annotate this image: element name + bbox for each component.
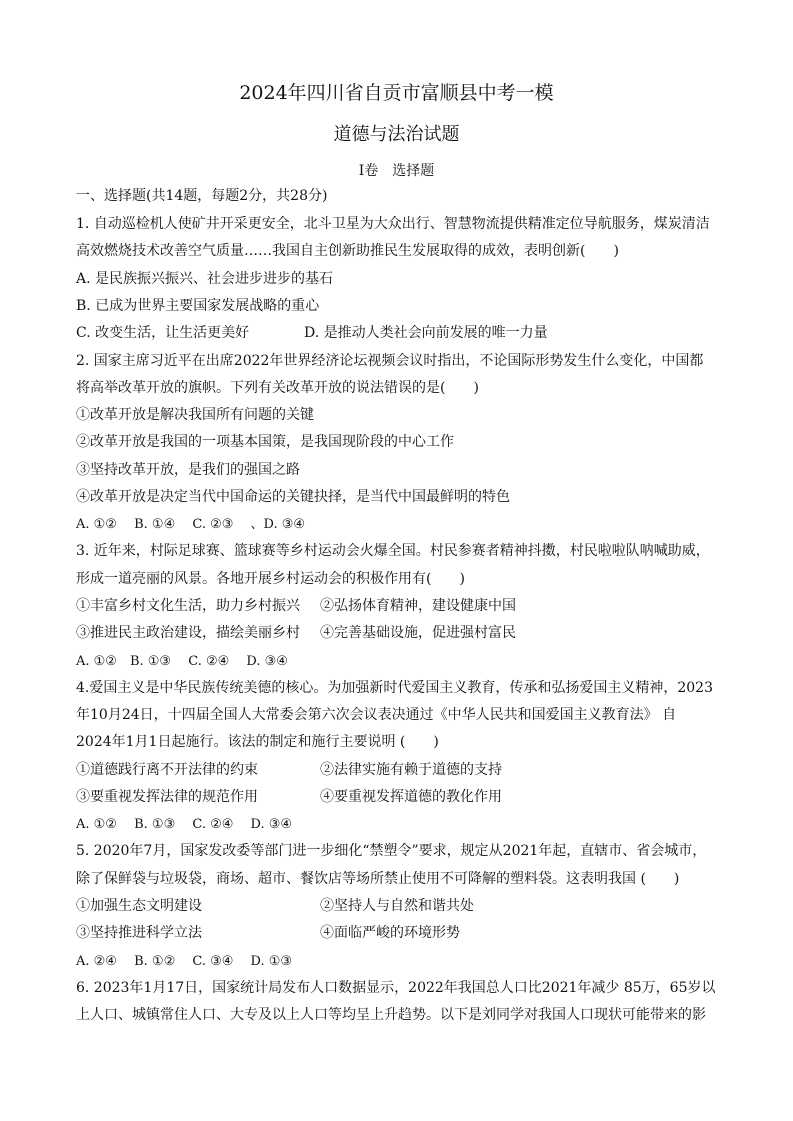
q2-statement-4: ④改革开放是决定当代中国命运的关键抉择，是当代中国最鲜明的特色 [76,489,510,505]
q1-option-d: D. 是推动人类社会向前发展的唯一力量 [304,325,548,341]
q3-statement-4: ④完善基础设施，促进强村富民 [320,625,516,641]
q5-statement-1: ①加强生态文明建设 [76,898,202,914]
q1-option-c: C. 改变生活，让生活更美好 [76,325,250,341]
q4-stem-line3: 2024年1月1日起施行。该法的制定和施行主要说明 ( ) [76,734,439,750]
q4-statement-2: ②法律实施有赖于道德的支持 [320,762,502,778]
q2-stem-line2: 将高举改革开放的旗帜。下列有关改革开放的说法错误的是( ) [76,380,479,396]
q3-stem-line1: 3. 近年来，村际足球赛、篮球赛等乡村运动会火爆全国。村民参赛者精神抖擞，村民啦啦队呐喊助威， [76,543,710,559]
exam-title: 2024年四川省自贡市富顺县中考一模 [239,82,554,104]
q4-stem-line2: 年10月24日，十四届全国人大常委会第六次会议表决通过《中华人民共和国爱国主义教育法》 自 [76,707,677,723]
volume-label: Ⅰ卷 选择题 [358,163,435,179]
subject-title: 道德与法治试题 [333,124,460,145]
q5-statement-3: ③坚持推进科学立法 [76,925,202,941]
q6-stem-line2: 上人口、城镇常住人口、大专及以上人口等均呈上升趋势。以下是刘同学对我国人口现状可能带来的影 [76,1007,706,1023]
q1-stem-line2: 高效燃烧技术改善空气质量……我国自主创新助推民生发展取得的成效，表明创新( ) [76,243,619,259]
q2-stem-line1: 2. 国家主席习近平在出席2022年世界经济论坛视频会议时指出，不论国际形势发生什么变化，中国都 [76,353,704,369]
q2-statement-1: ①改革开放是解决我国所有问题的关键 [76,407,314,423]
q4-statement-4: ④要重视发挥道德的教化作用 [320,789,502,805]
q2-options: A. ①② B. ①④ C. ②③ 、D. ③④ [76,517,306,532]
q3-stem-line2: 形成一道亮丽的风景。各地开展乡村运动会的积极作用有( ) [76,571,465,587]
q4-statement-3: ③要重视发挥法律的规范作用 [76,789,258,805]
q5-statement-4: ④面临严峻的环境形势 [320,925,460,941]
q4-statement-1: ①道德践行离不开法律的约束 [76,762,258,778]
q5-stem-line2: 除了保鲜袋与垃圾袋，商场、超市、餐饮店等场所禁止使用不可降解的塑料袋。这表明我国 ( ) [76,871,680,887]
q3-statement-3: ③推进民主政治建设，描绘美丽乡村 [76,625,300,641]
q1-option-b: B. 已成为世界主要国家发展战略的重心 [76,298,320,314]
q5-statement-2: ②坚持人与自然和谐共处 [320,898,474,914]
q4-options: A. ①② B. ①③ C. ②④ D. ③④ [76,817,293,832]
q1-stem-line1: 1. 自动巡检机人使矿井开采更安全，北斗卫星为大众出行、智慧物流提供精准定位导航服务，煤炭清洁 [76,216,710,232]
q1-option-a: A. 是民族振兴振兴、社会进步进步的基石 [76,271,334,287]
section-heading: 一、选择题(共14题，每题2分，共28分) [76,188,328,204]
q3-options: A. ①② B. ①③ C. ②④ D. ③④ [76,654,288,669]
q5-stem-line1: 5. 2020年7月，国家发改委等部门进一步细化“禁塑令”要求，规定从2021年起，直辖市、省会城市， [76,843,707,859]
q6-stem-line1: 6. 2023年1月17日，国家统计局发布人口数据显示，2022年我国总人口比2021年减少 85万，65岁以 [76,980,716,996]
q2-statement-2: ②改革开放是我国的一项基本国策，是我国现阶段的中心工作 [76,434,454,450]
q3-statement-1: ①丰富乡村文化生活，助力乡村振兴 [76,598,300,614]
q5-options: A. ②④ B. ①② C. ③④ D. ①③ [76,954,293,969]
q3-statement-2: ②弘扬体育精神，建设健康中国 [320,598,516,614]
q2-statement-3: ③坚持改革开放，是我们的强国之路 [76,462,300,478]
q4-stem-line1: 4.爱国主义是中华民族传统美德的核心。为加强新时代爱国主义教育，传承和弘扬爱国主义精神，2023 [76,680,713,696]
